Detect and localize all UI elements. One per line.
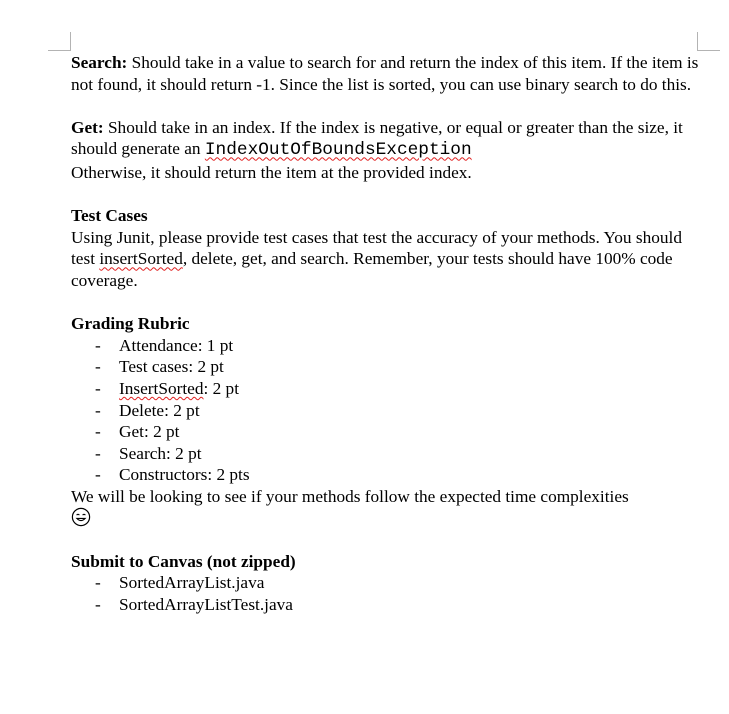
list-item <box>71 400 701 422</box>
submit-heading-text: Submit to Canvas (not zipped) <box>71 551 296 571</box>
rubric-item-name: Test cases <box>119 357 189 377</box>
submit-heading <box>71 551 701 573</box>
blank-line <box>71 529 701 551</box>
search-heading: Search: <box>71 53 128 72</box>
test-cases-text-after: , delete, get, and search. Remember, your tests should have 100% code coverage. <box>71 249 673 290</box>
list-item <box>71 335 701 357</box>
rubric-heading-text: Grading Rubric <box>71 314 190 334</box>
rubric-note: We will be looking to see if your methods follow the expected time complexities <box>71 486 629 506</box>
list-dash: - <box>95 443 101 463</box>
blank-line <box>71 184 701 206</box>
list-item <box>71 421 701 443</box>
rubric-item-name: Get <box>119 422 144 442</box>
list-dash: - <box>95 594 101 614</box>
test-cases-paragraph <box>71 227 701 292</box>
exception-name: IndexOutOfBoundsException <box>204 140 472 161</box>
list-dash: - <box>95 422 101 442</box>
document-body[interactable] <box>71 52 701 615</box>
get-paragraph-2: Otherwise, it should return the item at the provided index. <box>71 162 472 182</box>
get-text: Should take in an index. If the index is negative, or equal or greater than the size, it should generate an <box>71 117 683 159</box>
list-dash: - <box>95 465 101 485</box>
rubric-item-name: Delete <box>119 400 165 420</box>
rubric-heading <box>71 313 701 335</box>
margin-corner-top-left <box>48 32 71 51</box>
method-insertsorted: insertSorted <box>99 249 183 269</box>
blank-line <box>71 95 701 117</box>
list-dash: - <box>95 378 101 398</box>
rubric-list <box>71 335 701 486</box>
rubric-item-name: InsertSorted <box>119 378 204 398</box>
get-paragraph <box>71 117 701 162</box>
file-name: SortedArrayListTest.java <box>119 594 293 614</box>
list-item <box>71 594 701 616</box>
rubric-item-points: : 2 pts <box>207 465 250 485</box>
rubric-item-name: Search <box>119 443 167 463</box>
list-item <box>71 572 701 594</box>
rubric-item-points: : 2 pt <box>164 400 200 420</box>
test-cases-heading <box>71 205 701 227</box>
list-dash: - <box>95 335 101 355</box>
list-dash: - <box>95 573 101 593</box>
list-dash: - <box>95 357 101 377</box>
rubric-item-points: : 1 pt <box>197 335 234 355</box>
list-dash: - <box>95 400 101 420</box>
test-cases-heading-text: Test Cases <box>71 206 148 226</box>
search-paragraph <box>71 52 701 95</box>
rubric-item-points: : 2 pt <box>188 357 224 377</box>
rubric-item-name: Attendance <box>119 335 198 355</box>
rubric-item-points: : 2 pt <box>143 422 180 442</box>
get-heading: Get: <box>71 117 104 137</box>
rubric-item-name: Constructors <box>119 465 208 485</box>
file-name: SortedArrayList.java <box>119 573 265 593</box>
list-item <box>71 464 701 486</box>
rubric-item-points: : 2 pt <box>203 378 239 398</box>
rubric-item-points: : 2 pt <box>166 443 202 463</box>
margin-corner-top-right <box>697 32 720 51</box>
list-item <box>71 378 701 400</box>
list-item <box>71 443 701 465</box>
smiling-face-icon <box>71 507 91 527</box>
submit-file-list <box>71 572 701 615</box>
list-item <box>71 356 701 378</box>
test-cases-text-before: Using Junit, please provide test cases that test the accuracy of your methods. You should test <box>71 227 682 269</box>
emoji-line <box>71 507 701 529</box>
search-text: Should take in a value to search for and return the index of this item. If the item is not found, it should return -1. Since the list is sorted, you can use binary search to do this. <box>71 53 699 94</box>
blank-line <box>71 292 701 314</box>
